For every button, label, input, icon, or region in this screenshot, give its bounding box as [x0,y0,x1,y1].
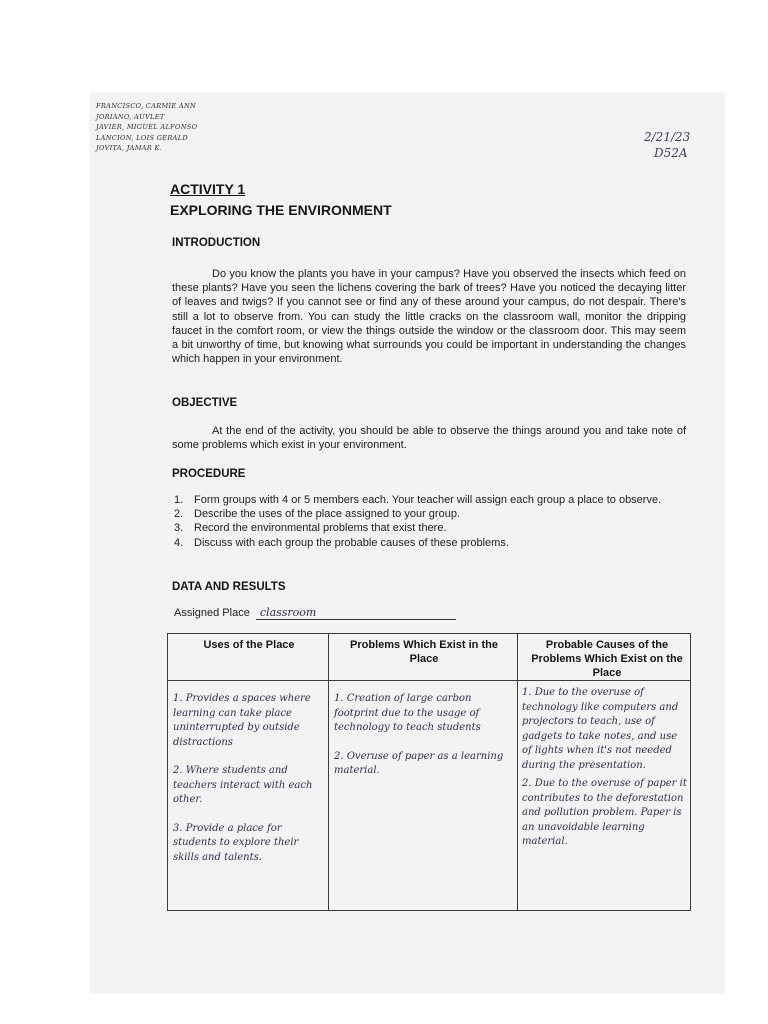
procedure-step: 4. Discuss with each group the probable causes of these problems. [174,536,509,549]
assigned-place [174,607,456,620]
student-names [96,101,246,154]
procedure-step: 1. Form groups with 4 or 5 members each. Your teacher will assign each group a place to observe. [174,494,662,506]
procedure-step: 3. Record the environmental problems that exist there. [174,522,447,535]
activity-number: ACTIVITY 1 [170,181,246,197]
date-line: 2/21/23 [644,130,691,144]
causes-cell [522,686,688,864]
objective-text [172,424,686,452]
list-item: 2. Due to the overuse of paper it contributes to the deforestation and pollution problem. Paper is an unavoidable learning material. [522,778,687,847]
objective-heading: OBJECTIVE [172,397,238,409]
header-causes: Probable Causes of the Problems Which Exist on the Place [531,639,683,679]
list-item: 3. Provide a place for students to explore their skills and talents. [173,822,299,863]
column-divider [517,634,518,910]
activity-title: EXPLORING THE ENVIRONMENT [170,202,392,218]
results-table [167,633,691,911]
introduction-heading: INTRODUCTION [172,237,261,249]
student-name: FRANCISCO, CARMIE ANN [96,102,197,110]
introduction-text [172,267,686,366]
procedure-heading: PROCEDURE [172,468,246,480]
header-problems: Problems Which Exist in the Place [350,639,498,665]
problems-cell [334,692,512,793]
section-code: D52A [654,146,688,160]
uses-cell [173,692,323,879]
introduction-body: Do you know the plants you have in your campus? Have you observed the insects which feed on these plants? Have you seen the lichens covering the bark of trees? Have you noticed the decaying litter of leaves and twigs? If you cannot see or find any of these around your campus, do not despair. There's still a lot to observe from. You can study the little cracks on the classroom wall, monitor the dripping faucet in the comfort room, or view the things outside the window or the classroom door. This may seem a bit unworthy of time, but knowing what surrounds you could be important in understanding the changes which happen in your environment. [172,268,686,366]
list-item: 1. Creation of large carbon footprint due to the usage of technology to teach students [334,693,481,733]
list-item: 2. Where students and teachers interact with each other. [173,765,313,805]
objective-body: At the end of the activity, you should be able to observe the things around you and take note of some problems which exist in your environment. [172,425,686,452]
student-name: LANCION, LOIS GERALD [96,133,188,142]
assigned-place-label: Assigned Place [174,607,250,619]
procedure-list [174,493,686,550]
data-results-heading: DATA AND RESULTS [172,581,286,593]
student-name: JOVITA, JAMAR K. [96,144,163,152]
assigned-place-value: classroom [256,607,456,620]
column-divider [328,634,329,910]
procedure-step: 2. Describe the uses of the place assigned to your group. [174,508,460,521]
list-item: 1. Due to the overuse of technology like computers and projectors to teach, use of gadgets to take notes, and use of lights when it's not needed during the presentation. [522,687,679,771]
list-item: 2. Overuse of paper as a learning material. [334,750,504,776]
student-name: JAVIER, MIGUEL ALFONSO [96,123,198,131]
student-name: JORIANO, AUVLET [96,112,165,121]
handwritten-date [644,129,714,161]
header-uses: Uses of the Place [203,639,295,651]
list-item: 1. Provides a spaces where learning can take place uninterrupted by outside distractions [173,693,311,748]
